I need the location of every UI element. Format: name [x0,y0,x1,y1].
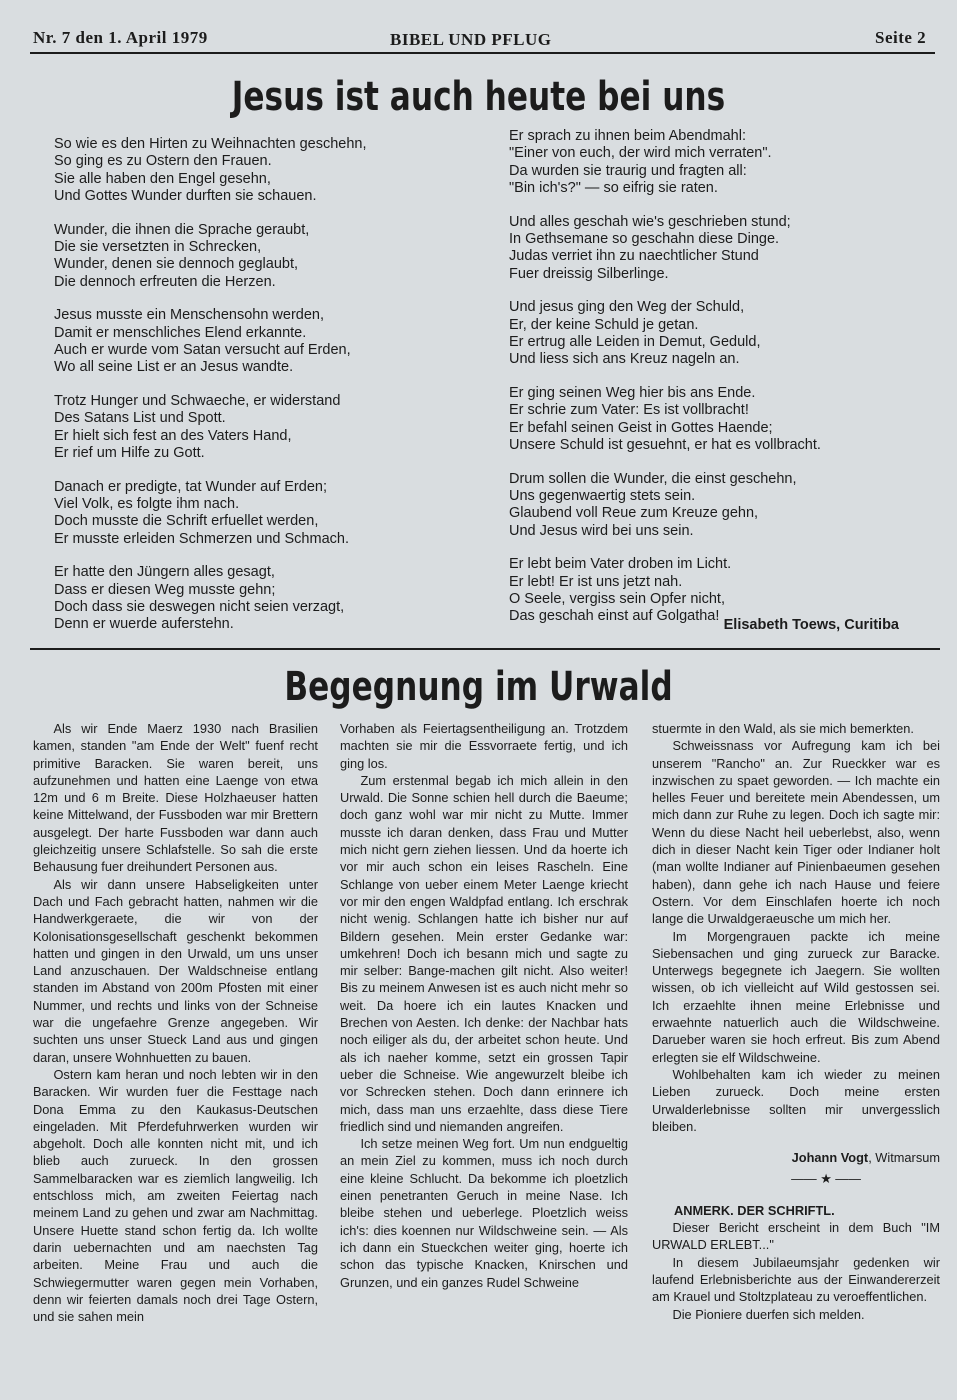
article-title: Begegnung im Urwald [284,664,673,710]
poem-line: Er befahl seinen Geist in Gottes Haende; [509,419,773,436]
poem-line: Die sie versetzten in Schrecken, [54,238,262,255]
poem-line: Danach er predigte, tat Wunder auf Erden; [54,478,327,495]
poem-line: Er hielt sich fest an des Vaters Hand, [54,427,292,444]
poem-line: Doch dass sie deswegen nicht seien verzagt, [54,599,345,616]
poem-stanza [509,299,821,368]
poem-line: Wunder, die ihnen die Sprache geraubt, [54,221,310,238]
poem-line: Wo all seine List er an Jesus wandte. [54,359,294,376]
poem-title: Jesus ist auch heute bei uns [231,74,726,120]
article-paragraph: Als wir dann unsere Habseligkeiten unter Dach und Fach gebracht hatten, nahmen wir die Handwerkgeraete, die wir von der Kolonisationsgesellschaft geschenkt bekommen hatten und gingen in den Urwald, um uns unser Land anzuschauen. Der Waldschneise entlang standen im Abstand von 200m Pfosten mit einer Nummer, und rechts und links von der Schneise war die ungefaehre Grenze angegeben. Wir suchten uns unser Stueck Land aus und gingen daran, unsere Wohnhuetten zu bauen. [33,876,318,1065]
poem-line: Das geschah einst auf Golgatha! [509,608,720,625]
poem-line: Und Jesus wird bei uns sein. [509,522,694,539]
poem-line: Auch er wurde vom Satan versucht auf Erden, [54,341,351,358]
poem-line: Er lebt beim Vater droben im Licht. [509,556,732,573]
poem-line: Denn er wuerde auferstehn. [54,616,234,633]
article-paragraph: stuermte in den Wald, als sie mich bemerkten. [652,721,914,736]
poem-stanza [54,307,366,376]
article-paragraph: Die Pioniere duerfen sich melden. [672,1306,865,1322]
poem-line: Und jesus ging den Weg der Schuld, [509,299,745,316]
poem-line: Er, der keine Schuld je getan. [509,316,699,333]
poem-line: Damit er menschliches Elend erkannte. [54,324,307,341]
note-heading: ANMERK. DER SCHRIFTL. [674,1202,835,1218]
issue-date: Nr. 7 den 1. April 1979 [33,28,208,47]
poem-line: Fuer dreissig Silberlinge. [509,265,669,282]
poem-line: Dass er diesen Weg musste gehn; [54,581,276,598]
poem-line: Des Satans List und Spott. [54,410,226,427]
poem-line: Da wurden sie traurig und fragten all: [509,162,747,179]
poem-line: Doch musste die Schrift erfuellet werden, [54,513,319,530]
article-paragraph: Wohlbehalten kam ich wieder zu meinen Lieben zurueck. Doch meine ersten Urwalderlebnisse sollten mir unvergesslich bleiben. [652,1066,940,1134]
poem-stanza [54,564,366,633]
poem-stanza [509,128,821,197]
separator-star: —— ★ —— [791,1171,861,1187]
article-paragraph: Vorhaben als Feiertagsentheiligung an. Trotzdem machten sie mir die Essvorraete fertig, und ich ging los. [340,721,628,771]
article-paragraph: Schweissnass vor Aufregung kam ich bei unserem "Rancho" an. Zur Rueckker war es inzwischen zu spaet geworden. — Ich machte ein helles Feuer und bereitete mein Abendessen, um mich dann zur Ruhe zu legen. Doch ich sagte mir: Wenn du diese Nacht heil ueberlebst, also, wenn dich in dieser Nacht kein Tiger oder Indianer holt (man wollte Indianer auf Pinienbaeumen gesehen haben), dann gehe ich nach Hause und feiere Ostern. Vor dem Einschlafen hoerte ich noch lange die Urwaldgeraeusche um mich her. [652,738,940,927]
poem-line: Drum sollen die Wunder, die einst geschehn, [509,470,797,487]
poem-line: "Einer von euch, der wird mich verraten". [509,145,772,162]
article-column-1 [33,720,318,1325]
poem-line: Und alles geschah wie's geschrieben stund; [509,213,791,230]
poem-stanza [54,393,366,462]
poem-stanza [509,556,821,625]
poem-line: So wie es den Hirten zu Weihnachten geschehn, [54,136,367,152]
article-paragraph: Im Morgengrauen packte ich meine Siebensachen und ging zurueck zur Baracke. Unterwegs begegnete ich Jaegern. Sie wollten wissen, ob ich vielleicht auf Wild gestossen sei. Ich erzaehlte ihnen meine Erlebnisse und erwaehnte natuerlich auch die Wildschweine. Darueber waren sie hoch erfreut. Bis zum Abend erlegten sie elf Wildschweine. [652,928,940,1065]
section-rule [30,648,940,650]
poem-line: Die dennoch erfreuten die Herzen. [54,273,276,290]
article-paragraph: Ostern kam heran und noch lebten wir in den Baracken. Wir wurden fuer die Festtage nach Dona Emma zu den Kaukasus-Deutschen eingeladen. Mit Pferdefuhrwerken wurden wir abgeholt. Doch alle konnten nicht mit, und ich blieb auch zurueck. In den grossen Sammelbaracken war es ziemlich langweilig. Ich entschloss mich, am zweiten Feiertag nach meinem Land zu gehen und zwar am Nachmittag. Unsere Huette stand schon fertig da. Ich wollte darin uebernachten und am naechsten Tag arbeiten. Meine Frau und auch die Schwiegermutter waren gegen mein Vorhaben, denn wir feierten damals noch drei Tage Ostern, und sie sahen mein [33,1066,318,1325]
poem-line: Er ertrug alle Leiden in Demut, Geduld, [509,333,761,350]
poem-line: Er lebt! Er ist uns jetzt nah. [509,573,683,590]
poem-line: Unsere Schuld ist gesuehnt, er hat es vollbracht. [509,436,821,453]
poem-line: O Seele, vergiss sein Opfer nicht, [509,591,725,608]
poem-line: Er schrie zum Vater: Es ist vollbracht! [509,402,749,419]
poem-line: Judas verriet ihn zu naechtlicher Stund [509,248,759,265]
poem-line: Er hatte den Jüngern alles gesagt, [54,564,275,581]
poem-line: Und Gottes Wunder durften sie schauen. [54,187,317,204]
poem-line: Er rief um Hilfe zu Gott. [54,444,205,461]
article-paragraph: Zum erstenmal begab ich mich allein in den Urwald. Die Sonne schien hell durch die Baeume; doch ganz wohl war mir nicht zu Mutte. Immer musste ich daran denken, dass Frau und Mutter mich nicht gern ziehen liessen. Und da hoerte ich vor mir auch schon ein leises Rascheln. Eine Schlange von ueber einem Meter Laenge kriecht vor mir den engen Waldpfad entlang. Ich erschrak nicht wenig. Schlangen hatte ich bisher nur auf Bildern gesehen. Mein erster Gedanke war: umkehren! Doch ich besann mich und sagte zu mir selber: Bange-machen gilt nicht. Also weiter! Bis zu meinem Anwesen ist es auch nicht mehr so weit. Da hoere ich ein lautes Knacken und Brechen von Aesten. Ich denke: der Nachbar hats noch eiliger als du, der arbeitet schon heute. Und als ich naeher komme, setzt ein grossen Tapir ueber die Schneise. Wie angewurzelt bleibe ich vor Schrecken stehen. Doch dann erinnere ich mich, dass man uns erzaehlte, dass diese Tiere friedlich sind und niemanden angreifen. [340,772,628,1134]
poem-line: Trotz Hunger und Schwaeche, er widerstand [54,393,341,410]
poem-line: Glaubend voll Reue zum Kreuze gehn, [509,505,759,522]
poem-line: Sie alle haben den Engel gesehn, [54,170,271,187]
article-paragraph: Ich setze meinen Weg fort. Um nun endgueltig an mein Ziel zu kommen, muss ich noch durch eine kleine Schlucht. Da bekomme ich ploetzlich einen penetranten Geruch in meine Nase. Ich bleibe stehen und ueberlege. Ploetzlich weiss ich's: dies koennen nur Wildschweine sein. — Als ich dann ein Stueckchen weiter ging, hoerte ich schon das typische Knacken, Knirschen und Grunzen, und ein ganzes Rudel Schweine [340,1136,628,1290]
poem-line: Wunder, denen sie dennoch geglaubt, [54,256,299,273]
poem-stanza [54,479,366,548]
poem-line: Er ging seinen Weg hier bis ans Ende. [509,385,756,402]
header-rule [30,52,935,54]
poem-stanza [54,136,366,205]
poem-line: Er sprach zu ihnen beim Abendmahl: [509,128,746,144]
publication-name: BIBEL UND PFLUG [390,30,552,49]
article-column-2 [340,720,628,1291]
poem-line: "Bin ich's?" — so eifrig sie raten. [509,179,718,196]
poem-line: Und liess sich ans Kreuz nageln an. [509,351,740,368]
article-column-3 [652,720,940,1323]
poem-line: Uns gegenwaertig stets sein. [509,488,696,505]
poem-stanza [509,214,821,283]
page-number: Seite 2 [875,28,927,47]
article-paragraph: Als wir Ende Maerz 1930 nach Brasilien kamen, standen "am Ende der Welt" fuenf recht primitive Baracken. Sie waren bereit, uns aufzunehmen und hatten eine Laenge von etwa 12m und 6 m Breite. Diese Holzhaeuser hatten keine Mittelwand, der Fussboden war mir Brettern ausgelegt. Der harte Fussboden war dann auch gleichzeitig unsere Schlafstelle. So sah die erste Behausung fuer dreihundert Personen aus. [33,721,318,875]
poem-line: Jesus musste ein Menschensohn werden, [54,307,325,324]
article-author: Johann Vogt, Witmarsum [791,1150,940,1166]
poem-right-column [509,128,821,642]
poem-author: Elisabeth Toews, Curitiba [723,617,899,633]
poem-line: Er musste erleiden Schmerzen und Schmach. [54,530,349,547]
poem-stanza [54,222,366,291]
article-paragraph: In diesem Jubilaeumsjahr gedenken wir laufend Erlebnisberichte aus der Einwandererzeit am Krauel und Stoltzplateau zu veroeffentlichen. [652,1254,940,1305]
article-paragraph: Dieser Bericht erscheint in dem Buch "IM URWALD ERLEBT..." [652,1220,940,1253]
poem-line: So ging es zu Ostern den Frauen. [54,153,272,170]
poem-line: Viel Volk, es folgte ihm nach. [54,496,240,513]
poem-line: In Gethsemane so geschahn diese Dinge. [509,230,780,247]
poem-stanza [509,385,821,454]
poem-stanza [509,471,821,540]
poem-left-column [54,136,366,650]
